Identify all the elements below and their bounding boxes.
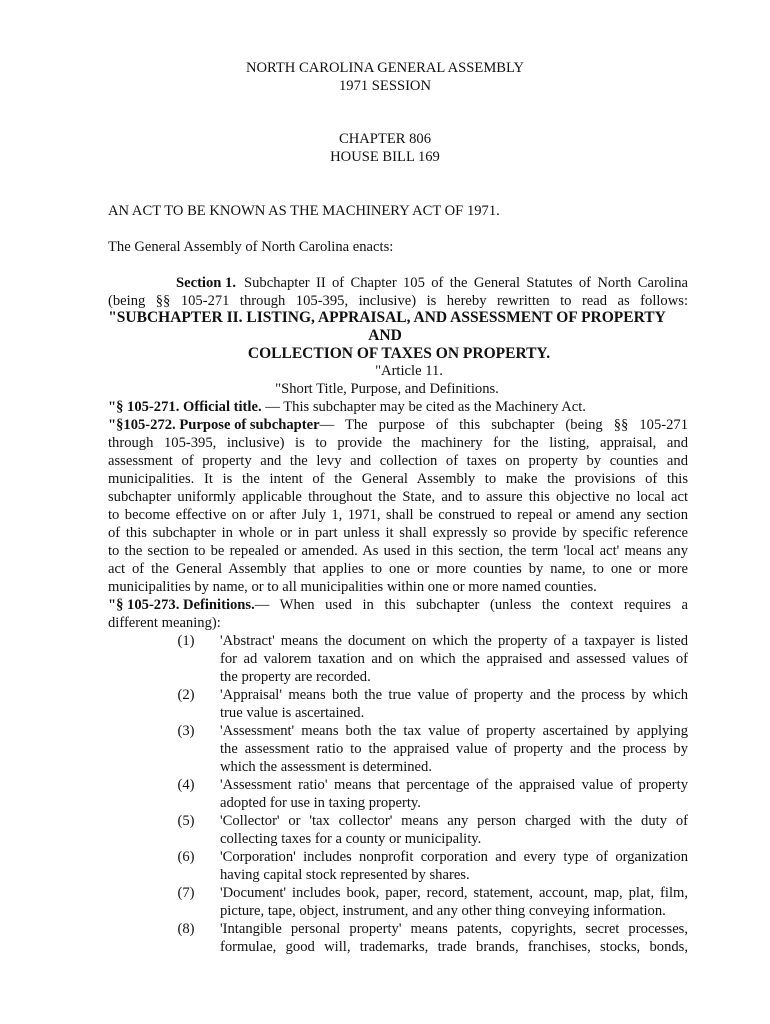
- assembly-heading: NORTH CAROLINA GENERAL ASSEMBLY: [245, 60, 525, 76]
- definition-text: true value is ascertained.: [220, 705, 365, 721]
- definition-text: collecting taxes for a county or municipality.: [220, 831, 482, 847]
- definition-number: (2): [177, 687, 195, 703]
- section-105-272-heading: "§105-272. Purpose of subchapter: [108, 417, 320, 433]
- article-title: "Short Title, Purpose, and Definitions.: [275, 381, 499, 397]
- definition-number: (6): [177, 849, 195, 865]
- section-105-272-line: assessment of property and the levy and collection of taxes on property by counties and: [108, 453, 688, 469]
- section-1-label: Section 1.: [176, 275, 236, 291]
- section-105-273-line-2: different meaning):: [108, 615, 221, 631]
- definition-number: (5): [177, 813, 195, 829]
- section-105-272-line: to become effective on or after July 1, 1971, shall be construed to repeal or amend any section: [108, 507, 688, 523]
- section-105-272-line: of this subchapter in whole or in part unless it shall expressly so provide by specific reference: [108, 525, 688, 541]
- subchapter-heading: "SUBCHAPTER II. LISTING, APPRAISAL, AND ASSESSMENT OF PROPERTY: [108, 309, 666, 326]
- definition-text: for ad valorem taxation and on which the appraised and assessed values of: [220, 651, 688, 667]
- subchapter-collection: COLLECTION OF TAXES ON PROPERTY.: [247, 345, 551, 362]
- definition-text: having capital stock represented by shares.: [220, 867, 470, 883]
- section-105-272-text: — The purpose of this subchapter (being §§ 105-271: [319, 417, 688, 433]
- section-105-273-heading: "§ 105-273. Definitions.: [108, 597, 255, 613]
- definition-text: 'Abstract' means the document on which the property of a taxpayer is listed: [220, 633, 688, 649]
- section-105-271: [108, 399, 586, 416]
- subchapter-and: AND: [368, 327, 402, 344]
- definition-text: formulae, good will, trademarks, trade brands, franchises, stocks, bonds,: [220, 939, 688, 955]
- definition-text: the property are recorded.: [220, 669, 371, 685]
- section-105-272-line-1: [108, 417, 688, 434]
- definition-number: (1): [177, 633, 195, 649]
- definition-text: the assessment ratio to the appraised value of property and the process by: [220, 741, 688, 757]
- definition-number: (7): [177, 885, 195, 901]
- definition-text: adopted for use in taxing property.: [220, 795, 421, 811]
- definition-text: 'Collector' or 'tax collector' means any person charged with the duty of: [220, 813, 688, 829]
- section-105-271-text: — This subchapter may be cited as the Machinery Act.: [261, 399, 586, 415]
- section-1-text: Subchapter II of Chapter 105 of the General Statutes of North Carolina: [244, 275, 688, 291]
- section-1-line-2: (being §§ 105-271 through 105-395, inclusive) is hereby rewritten to read as follows:: [108, 293, 688, 309]
- definition-number: (3): [177, 723, 195, 739]
- definition-text: 'Assessment' means both the tax value of property ascertained by applying: [220, 723, 688, 739]
- section-105-272-line: municipalities. It is the intent of the General Assembly to make the provisions of this: [108, 471, 688, 487]
- section-1-line-1: [176, 275, 688, 292]
- session-heading: 1971 SESSION: [338, 78, 432, 94]
- section-105-272-line: municipalities by name, or to all municipalities within one or more named counties.: [108, 579, 597, 595]
- section-105-273-line-1: [108, 597, 688, 614]
- definition-number: (4): [177, 777, 195, 793]
- section-105-272-line: to the section to be repealed or amended. As used in this section, the term 'local act' means any: [108, 543, 688, 559]
- section-105-272-line: act of the General Assembly that applies to one or more counties by name, to one or more: [108, 561, 688, 577]
- section-105-271-heading: "§ 105-271. Official title.: [108, 399, 262, 415]
- definition-text: picture, tape, object, instrument, and any other thing conveying information.: [220, 903, 666, 919]
- section-105-272-line: subchapter uniformly applicable throughout the State, and to assure this objective no local act: [108, 489, 688, 505]
- definition-text: 'Assessment ratio' means that percentage of the appraised value of property: [220, 777, 688, 793]
- definition-text: 'Intangible personal property' means patents, copyrights, secret processes,: [220, 921, 688, 937]
- chapter-heading: CHAPTER 806: [338, 131, 432, 147]
- definition-text: 'Document' includes book, paper, record, statement, account, map, plat, film,: [220, 885, 688, 901]
- definition-number: (8): [177, 921, 195, 937]
- act-title: AN ACT TO BE KNOWN AS THE MACHINERY ACT OF 1971.: [108, 203, 500, 219]
- bill-heading: HOUSE BILL 169: [330, 149, 440, 165]
- section-105-272-line: through 105-395, inclusive) is to provide the machinery for the listing, appraisal, and: [108, 435, 688, 451]
- section-105-273-text: — When used in this subchapter (unless the context requires a: [254, 597, 688, 613]
- definition-text: 'Corporation' includes nonprofit corporation and every type of organization: [220, 849, 688, 865]
- definition-text: which the assessment is determined.: [220, 759, 432, 775]
- article-number: "Article 11.: [375, 363, 443, 379]
- enacting-clause: The General Assembly of North Carolina enacts:: [108, 239, 394, 255]
- definition-text: 'Appraisal' means both the true value of property and the process by which: [220, 687, 688, 703]
